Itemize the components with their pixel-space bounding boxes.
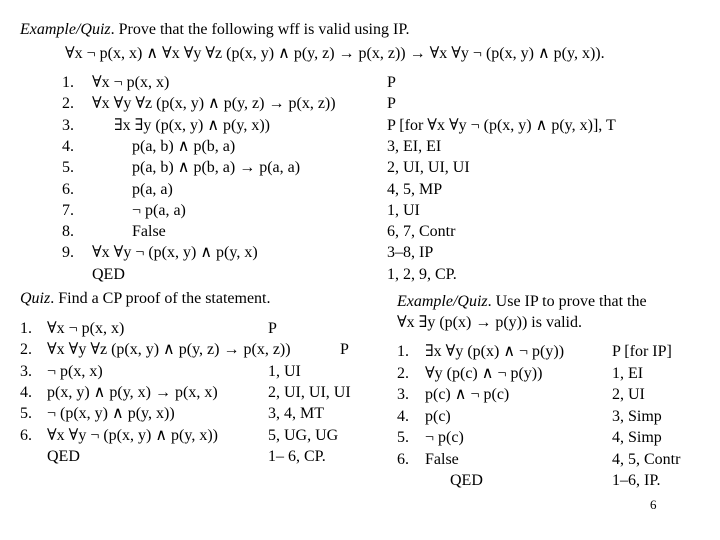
left-step-formula: ¬ (p(x, y) ∧ p(y, x)) (47, 405, 175, 423)
top-step-formula: ∀x ¬ p(x, x) (92, 74, 170, 91)
left-heading-text: . Find a CP proof of the statement. (50, 290, 271, 307)
right-step-reason: 3, Simp (612, 407, 662, 425)
left-step-formula: ∀x ∀y ¬ (p(x, y) ∧ p(y, x)) (47, 426, 218, 444)
left-step-number: 4. (20, 383, 32, 401)
top-step-number: 2. (62, 95, 74, 113)
top-step-number: 5. (62, 159, 74, 177)
left-step-formula: ∀x ¬ p(x, x) (47, 320, 125, 337)
top-step-reason: P [for ∀x ∀y ¬ (p(x, y) ∧ p(y, x)], T (387, 116, 616, 134)
top-heading (20, 20, 409, 40)
right-step-formula: p(c) (425, 407, 451, 425)
top-step-number: 8. (62, 223, 74, 241)
top-step-formula: p(a, b) ∧ p(b, a) (132, 137, 236, 155)
right-step-reason: 1, EI (612, 364, 644, 382)
right-step-reason: 4, Simp (612, 429, 662, 446)
right-step-number: 3. (397, 386, 409, 403)
top-step-number: 6. (62, 180, 74, 198)
right-step-formula: QED (450, 472, 483, 489)
left-step-reason: P (340, 341, 349, 359)
top-step-reason: 3–8, IP (387, 244, 434, 262)
left-step-reason: 3, 4, MT (268, 405, 324, 423)
top-step-reason: 1, UI (387, 201, 420, 219)
top-step-formula: False (132, 223, 166, 241)
right-heading-label: Example/Quiz (397, 293, 488, 310)
left-step-reason: 5, UG, UG (268, 426, 339, 444)
top-step-formula: p(a, a) (132, 180, 173, 198)
top-step-formula: p(a, b) ∧ p(b, a) → p(a, a) (132, 159, 301, 177)
right-heading-text: . Use IP to prove that the (487, 293, 647, 310)
top-step-reason: P (387, 74, 396, 91)
right-step-number: 4. (397, 407, 409, 425)
top-step-formula: ∀x ∀y ∀z (p(x, y) ∧ p(y, z) → p(x, z)) (92, 95, 336, 113)
left-step-reason: 1– 6, CP. (268, 447, 326, 465)
right-step-number: 6. (397, 450, 409, 468)
left-step-formula: p(x, y) ∧ p(y, x) → p(x, x) (47, 383, 218, 401)
top-step-number: 9. (62, 244, 74, 262)
top-step-number: 1. (62, 74, 74, 91)
top-step-number: 4. (62, 137, 74, 155)
left-step-number: 6. (20, 426, 32, 444)
left-step-formula: ¬ p(x, x) (47, 362, 103, 380)
left-step-reason: 1, UI (268, 362, 301, 380)
right-step-reason: 1–6, IP. (612, 472, 661, 489)
left-step-formula: QED (47, 447, 80, 465)
right-step-reason: 2, UI (612, 386, 645, 403)
top-step-formula: QED (92, 265, 125, 283)
top-step-number: 7. (62, 201, 74, 219)
left-step-formula: ∀x ∀y ∀z (p(x, y) ∧ p(y, z) → p(x, z)) (47, 341, 291, 359)
top-step-formula: ∀x ∀y ¬ (p(x, y) ∧ p(y, x) (92, 244, 258, 262)
right-step-number: 2. (397, 364, 409, 382)
top-step-formula: ¬ p(a, a) (132, 201, 186, 219)
left-step-reason: P (268, 320, 277, 337)
left-step-number: 2. (20, 341, 32, 359)
right-step-formula: False (425, 450, 459, 468)
top-step-formula: ∃x ∃y (p(x, y) ∧ p(y, x)) (114, 116, 270, 134)
top-step-reason: 3, EI, EI (387, 137, 442, 155)
right-step-formula: ∃x ∀y (p(x) ∧ ¬ p(y)) (425, 343, 565, 360)
top-step-reason: 4, 5, MP (387, 180, 443, 198)
right-step-reason: P [for IP] (612, 343, 672, 360)
left-step-number: 5. (20, 405, 32, 423)
right-step-reason: 4, 5, Contr (612, 450, 681, 468)
right-step-formula: ¬ p(c) (425, 429, 464, 446)
left-step-number: 1. (20, 320, 32, 337)
right-heading-line2: ∀x ∃y (p(x) → p(y)) is valid. (397, 314, 582, 331)
left-heading (20, 289, 271, 309)
top-step-reason: 2, UI, UI, UI (387, 159, 470, 177)
left-step-reason: 2, UI, UI, UI (268, 383, 351, 401)
top-step-number: 3. (62, 116, 74, 134)
left-step-number: 3. (20, 362, 32, 380)
right-step-number: 1. (397, 343, 409, 360)
top-statement: ∀x ¬ p(x, x) ∧ ∀x ∀y ∀z (p(x, y) ∧ p(y, z) → p(x, z)) → ∀x ∀y ¬ (p(x, y) ∧ p(y, x)). (65, 45, 605, 62)
right-step-formula: ∀y (p(c) ∧ ¬ p(y)) (425, 364, 543, 382)
top-heading-label: Example/Quiz (20, 21, 111, 38)
right-step-formula: p(c) ∧ ¬ p(c) (425, 386, 510, 403)
page-number: 6 (650, 497, 657, 512)
top-step-reason: 1, 2, 9, CP. (387, 265, 457, 283)
left-heading-label: Quiz (20, 290, 51, 307)
right-step-number: 5. (397, 429, 409, 446)
top-step-reason: 6, 7, Contr (387, 223, 456, 241)
top-heading-text: . Prove that the following wff is valid using IP. (110, 21, 410, 38)
right-heading (397, 292, 647, 312)
top-step-reason: P (387, 95, 396, 113)
